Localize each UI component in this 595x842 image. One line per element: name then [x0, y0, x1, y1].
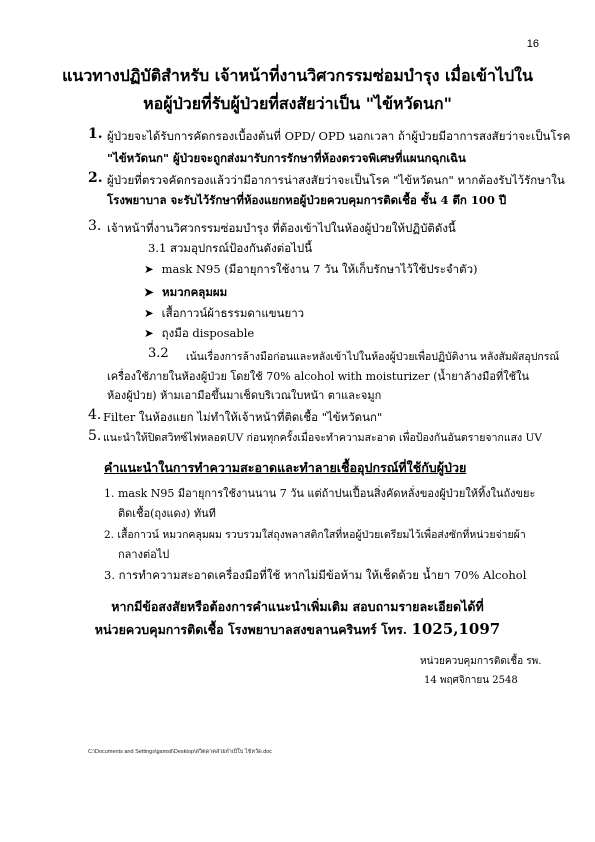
item-1-line1: ผู้ป่วยจะได้รับการคัดกรองเบื้องต้นที่ OPD/ OPD นอกเวลา ถ้าผู้ป่วยมีอาการสงสัยว่าจะเป็นโรค [107, 129, 571, 143]
item-1-line2: "ไข้หวัดนก" ผู้ป่วยจะถูกส่งมารับการรักษาที่ห้องตรวจพิเศษที่แผนกฉุกเฉิน [107, 151, 466, 165]
item-2-line2: โรงพยาบาล จะรับไว้รักษาที่ห้องแยกหอผู้ป่วยควบคุมการติดเชื้อ ชั้น 4 ตึก 100 ปี [107, 193, 507, 207]
item-4-number: 4. [88, 407, 102, 423]
cleaning-item-1-line1: 1. mask N95 มีอายุการใช้งานนาน 7 วัน แต่ถ้าปนเปื้อนสิ่งคัดหลั่งของผู้ป่วยให้ทิ้งในถังขยะ [104, 487, 536, 500]
item-5-number: 5. [88, 428, 102, 444]
contact-line2 [0, 621, 595, 638]
arrow-bullet-icon: ➤ [144, 262, 154, 276]
item-2-line1: ผู้ป่วยที่ตรวจคัดกรองแล้วว่ามีอาการน่าสงสัยว่าจะเป็นโรค "ไข้หวัดนก" หากต้องรับไว้รักษาใน [107, 173, 565, 187]
bullet-gloves [144, 325, 254, 343]
signature-date: 14 พฤศจิกายน 2548 [424, 675, 518, 686]
contact-phone-number: 1025,1097 [411, 620, 501, 638]
bullet-gown [144, 305, 304, 323]
subitem-3-2-number: 3.2 [148, 346, 169, 361]
cleaning-item-3-line1: 3. การทำความสะอาดเครื่องมือที่ใช้ หากไม่มีข้อห้าม ให้เช็ดด้วย น้ำยา 70% Alcohol [104, 568, 527, 582]
signature-unit: หน่วยควบคุมการติดเชื้อ รพ. [420, 656, 542, 667]
bullet-mask [144, 261, 478, 279]
item-5-line1: แนะนำให้ปิดสวิทซ์ไฟหลอดUV ก่อนทุกครั้งเมื่อจะทำความสะอาด เพื่อป้องกันอันตรายจากแสง UV [103, 432, 542, 444]
bullet-mask-text: mask N95 (มีอายุการใช้งาน 7 วัน ให้เก็บรักษาไว้ใช้ประจำตัว) [161, 262, 478, 276]
arrow-bullet-icon: ➤ [144, 326, 154, 340]
item-4-line1: Filter ในห้องแยก ไม่ทำให้เจ้าหน้าที่ติดเชื้อ "ไข้หวัดนก" [103, 410, 383, 424]
arrow-bullet-icon: ➤ [144, 285, 154, 299]
subitem-3-1: 3.1 สวมอุปกรณ์ป้องกันดังต่อไปนี้ [148, 241, 313, 255]
cleaning-item-2-line1: 2. เสื้อกาวน์ หมวกคลุมผม รวบรวมใส่ถุงพลาสติกใสที่หอผู้ป่วยเตรียมไว้เพื่อส่งซักที่หน่วยจ่ายผ้า [104, 529, 526, 541]
bullet-hair-cap-text: หมวกคลุมผม [162, 285, 228, 299]
page-number: 16 [526, 38, 539, 50]
subitem-3-2-line2: เครื่องใช้ภายในห้องผู้ป่วย โดยใช้ 70% alcohol with moisturizer (น้ำยาล้างมือที่ใช้ใน [107, 370, 529, 383]
bullet-gown-text: เสื้อกาวน์ผ้าธรรมดาแขนยาว [161, 306, 305, 320]
item-3-number: 3. [88, 218, 102, 234]
contact-line1: หากมีข้อสงสัยหรือต้องการคำแนะนำเพิ่มเติม สอบถามรายละเอียดได้ที่ [111, 599, 484, 614]
document-title-line2: หอผู้ป่วยที่รับผู้ป่วยที่สงสัยว่าเป็น "ไข้หวัดนก" [143, 94, 452, 113]
footer-file-path: C:\Documents and Settings\gamsil\Desktop\สวิตดาคส่วยnำเบิใบ ไข้หวัด.doc [88, 749, 273, 755]
arrow-bullet-icon: ➤ [144, 306, 154, 320]
document-title-line1: แนวทางปฏิบัติสำหรับ เจ้าหน้าที่งานวิศวกรรมซ่อมบำรุง เมื่อเข้าไปใน [62, 66, 533, 85]
bullet-gloves-text: ถุงมือ disposable [161, 326, 255, 340]
subitem-3-2-line1: เน้นเรื่องการล้างมือก่อนและหลังเข้าไปในห้องผู้ป่วยเพื่อปฏิบัติงาน หลังสัมผัสอุปกรณ์ [186, 351, 560, 363]
subitem-3-2-line3: ห้องผู้ป่วย) ห้ามเอามือขึ้นมาเช็ดบริเวณใบหน้า ตาและจมูก [107, 389, 382, 402]
item-1-number: 1. [88, 126, 103, 142]
contact-unit-text: หน่วยควบคุมการติดเชื้อ โรงพยาบาลสงขลานครินทร์ โทร. [94, 622, 408, 637]
cleaning-item-1-line2: ติดเชื้อ(ถุงแดง) ทันที [118, 507, 216, 520]
cleaning-item-2-line2: กลางต่อไป [118, 548, 170, 561]
item-2-number: 2. [88, 170, 103, 186]
item-3-line1: เจ้าหน้าที่งานวิศวกรรมซ่อมบำรุง ที่ต้องเข้าไปในห้องผู้ป่วยให้ปฏิบัติดังนี้ [107, 221, 456, 235]
bullet-hair-cap [144, 284, 227, 302]
cleaning-heading: คำแนะนำในการทำความสะอาดและทำลายเชื้ออุปกรณ์ที่ใช้กับผู้ป่วย [104, 460, 467, 475]
